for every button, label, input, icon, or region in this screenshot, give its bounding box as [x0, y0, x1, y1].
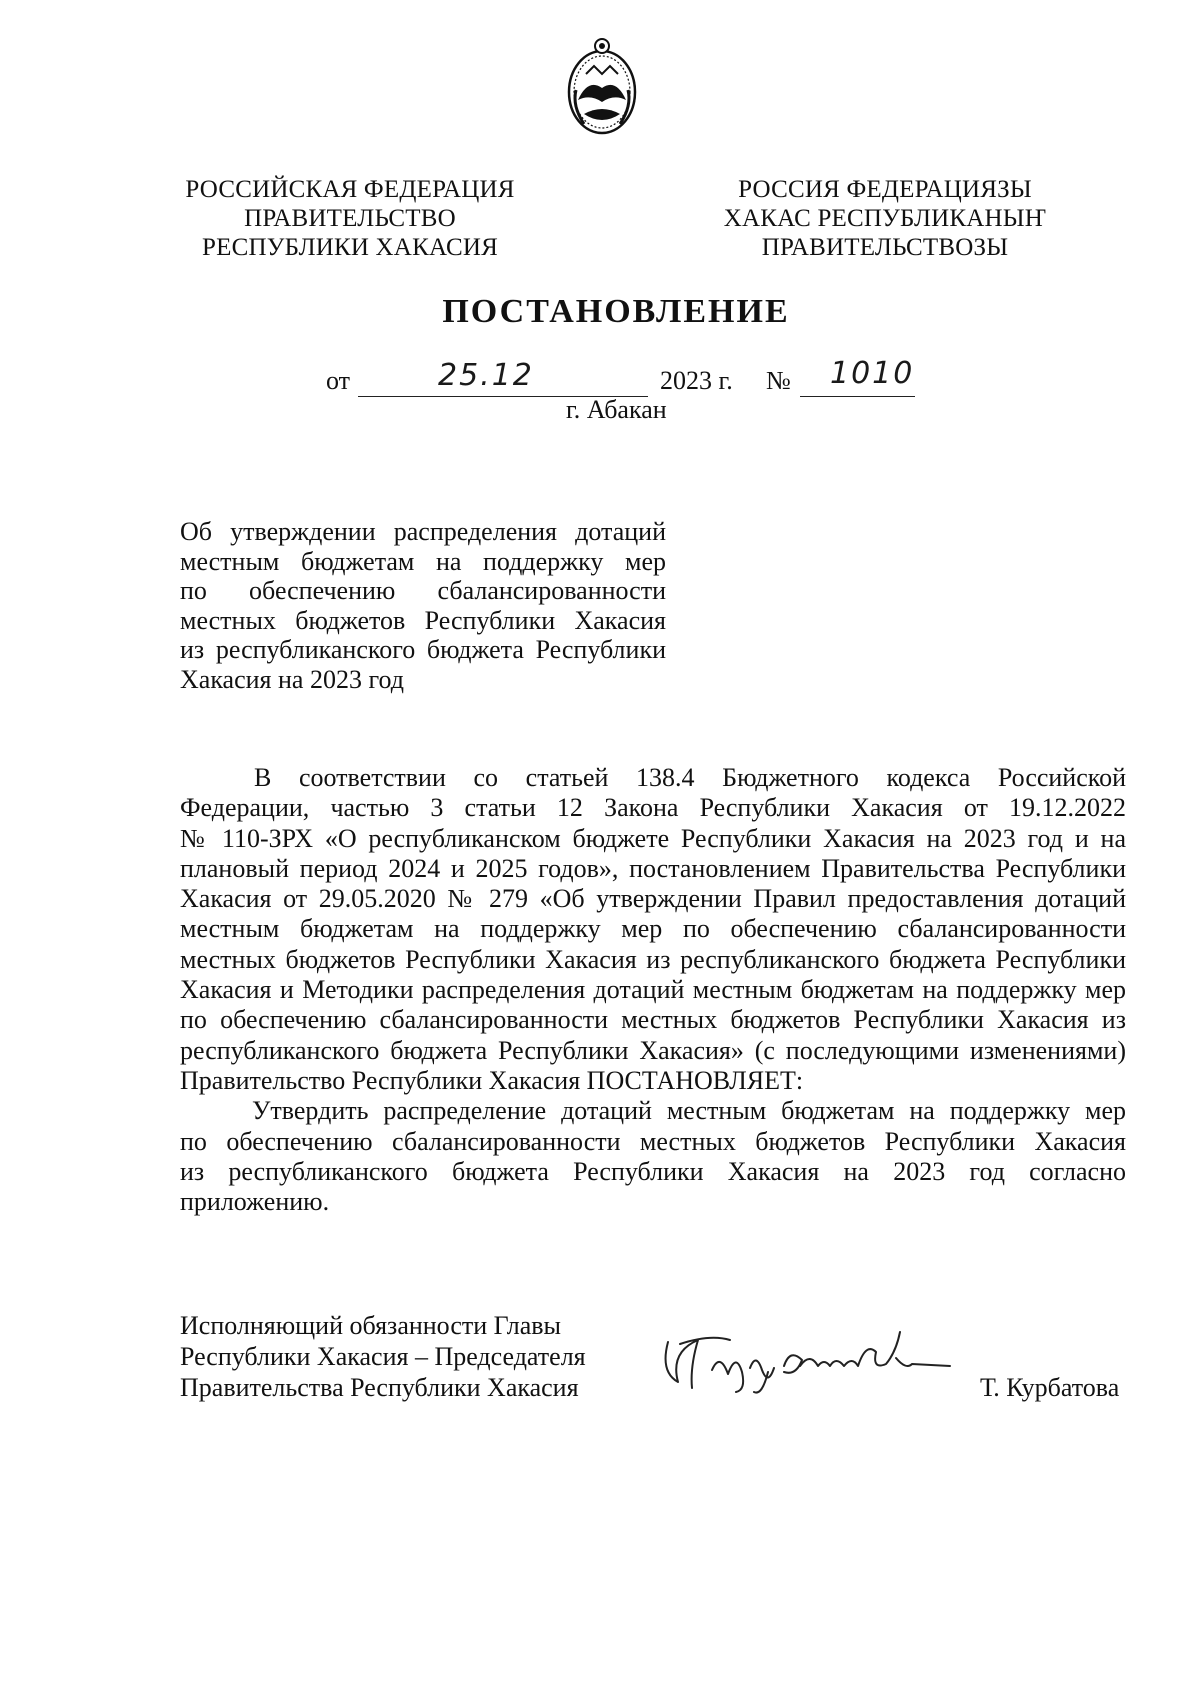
header-left-line-1: РОССИЙСКАЯ ФЕДЕРАЦИЯ — [185, 176, 515, 203]
header-left-line-2: ПРАВИТЕЛЬСТВО — [244, 205, 456, 232]
body-line: по обеспечению сбалансированности местных бюджетов Республики Хакасия — [180, 1126, 1126, 1156]
subject-line: по обеспечению сбалансированности — [180, 576, 666, 605]
header-right-khakas — [675, 175, 1095, 262]
number-underline — [800, 396, 915, 397]
body-line: Федерации, частью 3 статьи 12 Закона Республики Хакасия от 19.12.2022 — [180, 793, 1126, 823]
subject-line: местных бюджетов Республики Хакасия — [180, 605, 666, 635]
date-from-label: от — [326, 366, 351, 395]
subject-block — [180, 517, 666, 694]
date-handwritten: 25.12 — [438, 358, 534, 393]
coat-of-arms-emblem — [564, 30, 640, 136]
header-left-line-3: РЕСПУБЛИКИ ХАКАСИЯ — [202, 234, 498, 261]
subject-line: местным бюджетам на поддержку мер — [180, 546, 666, 576]
header-left-russian — [140, 175, 560, 262]
signer-position-line: Исполняющий обязанности Главы — [180, 1311, 561, 1340]
body-line: В соответствии со статьей 138.4 Бюджетного кодекса Российской — [254, 763, 1126, 792]
signer-name: Т. Курбатова — [980, 1373, 1120, 1402]
header-right-line-1: РОССИЯ ФЕДЕРАЦИЯЗЫ — [738, 176, 1032, 203]
body-line: из республиканского бюджета Республики Хакасия на 2023 год согласно — [180, 1156, 1126, 1186]
signer-position-line: Республики Хакасия – Председателя — [180, 1342, 586, 1371]
document-title: ПОСТАНОВЛЕНИЕ — [442, 293, 790, 330]
signer-position — [180, 1310, 586, 1403]
body-line: республиканского бюджета Республики Хакасия» (с последующими изменениями) — [180, 1035, 1126, 1065]
body-line: приложению. — [180, 1187, 330, 1217]
body-line: местным бюджетам на поддержку мер по обеспечению сбалансированности — [180, 914, 1126, 944]
header-right-line-3: ПРАВИТЕЛЬСТВОЗЫ — [761, 234, 1009, 261]
body-text — [180, 763, 1126, 1217]
year-label: 2023 г. — [660, 366, 733, 395]
handwritten-signature — [650, 1312, 960, 1397]
subject-line: Хакасия на 2023 год — [180, 664, 404, 694]
body-line: № 110-ЗРХ «О республиканском бюджете Республики Хакасия на 2023 год и на — [180, 823, 1126, 853]
number-sign-label: № — [766, 366, 791, 395]
body-line: по обеспечению сбалансированности местных бюджетов Республики Хакасия из — [180, 1005, 1126, 1035]
body-line: плановый период 2024 и 2025 годов», постановлением Правительства Республики — [180, 853, 1126, 883]
body-line: Правительство Республики Хакасия ПОСТАНОВЛЯЕТ: — [180, 1065, 804, 1095]
body-line: местных бюджетов Республики Хакасия из республиканского бюджета Республики — [180, 944, 1126, 974]
body-line: Утвердить распределение дотаций местным бюджетам на поддержку мер — [252, 1096, 1126, 1126]
subject-line: из республиканского бюджета Республики — [180, 635, 666, 664]
body-line: Хакасия и Методики распределения дотаций местным бюджетам на поддержку мер — [180, 975, 1126, 1005]
header-right-line-2: ХАКАС РЕСПУБЛИКАНЫҤ — [723, 205, 1047, 232]
signer-position-line: Правительства Республики Хакасия — [180, 1373, 579, 1402]
city-label: г. Абакан — [566, 395, 667, 424]
number-handwritten: 1010 — [830, 356, 915, 391]
body-line: Хакасия от 29.05.2020 № 279 «Об утверждении Правил предоставления дотаций — [180, 884, 1126, 914]
subject-line: Об утверждении распределения дотаций — [180, 517, 666, 546]
